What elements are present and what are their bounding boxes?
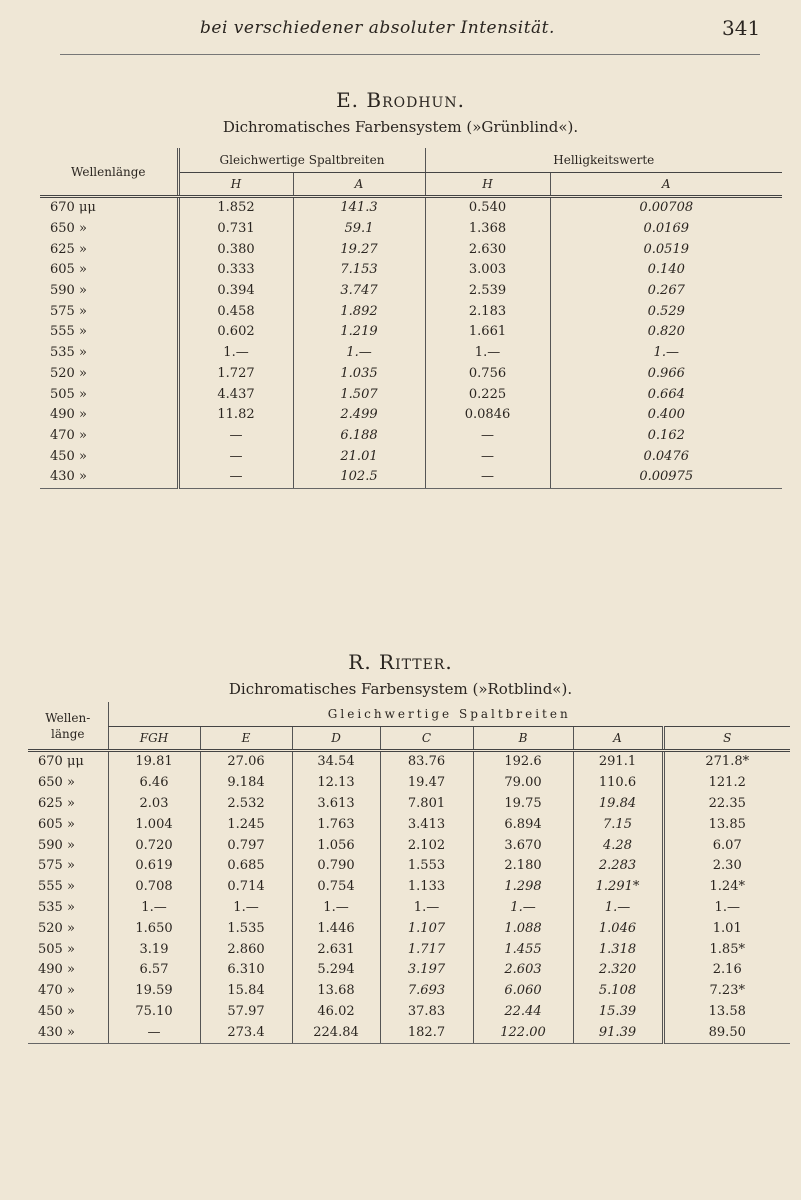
- table2-cell: 7.23*: [663, 981, 790, 1002]
- table2-cell: 6.46: [108, 773, 200, 794]
- col-a-hell: A: [550, 173, 782, 197]
- table2-cell: 121.2: [663, 773, 790, 794]
- table2-cell: 192.6: [473, 751, 573, 773]
- table2-cell: 1.—: [108, 898, 200, 919]
- table1-cell: 7.153: [293, 260, 425, 281]
- table2-subtitle: Dichromatisches Farbensystem (»Rotblind«).: [228, 680, 573, 698]
- table2-cell: 19.81: [108, 751, 200, 773]
- table1-row: [40, 364, 782, 385]
- table2-cell: 1.056: [292, 835, 380, 856]
- table2-cell: 6.57: [108, 960, 200, 981]
- table2-cell: 0.708: [108, 877, 200, 898]
- table2-cell: 0.685: [200, 856, 292, 877]
- table2-cell: 2.283: [573, 856, 663, 877]
- table1-cell: 1.368: [425, 219, 550, 240]
- table1-cell: 520 »: [50, 365, 87, 381]
- table2-cell: 575 »: [38, 858, 75, 874]
- table2-cell: 13.58: [663, 1002, 790, 1023]
- table1-cell: 0.458: [178, 301, 293, 322]
- table2-cell: 1.004: [108, 814, 200, 835]
- table1-cell: 0.756: [425, 364, 550, 385]
- table2-cell: 89.50: [663, 1022, 790, 1043]
- table2-cell: 1.—: [380, 898, 473, 919]
- table1-row: [40, 343, 782, 364]
- table1-cell: —: [178, 467, 293, 488]
- table2-cell: 224.84: [292, 1022, 380, 1043]
- table1-cell: 450 »: [50, 448, 87, 464]
- table2-cell: 2.30: [663, 856, 790, 877]
- table1-author: E. Brodhun.: [336, 88, 465, 112]
- table2-cell: 2.102: [380, 835, 473, 856]
- table1-cell: 1.—: [550, 343, 782, 364]
- table2-cell: 1.717: [380, 939, 473, 960]
- table2-cell: 1.—: [473, 898, 573, 919]
- table2-cell: 0.790: [292, 856, 380, 877]
- table2-cell: 34.54: [292, 751, 380, 773]
- table2-col-c: C: [380, 727, 473, 751]
- table2-row: [28, 981, 790, 1002]
- table1-cell: 430 »: [40, 467, 178, 488]
- table2-cell: 9.184: [200, 773, 292, 794]
- table1-cell: —: [425, 467, 550, 488]
- table2-cell: 3.613: [292, 794, 380, 815]
- table2-cell: 0.720: [108, 835, 200, 856]
- table1-cell: 0.0519: [550, 239, 782, 260]
- table1-cell: 535 »: [50, 345, 87, 361]
- table2-row: [28, 751, 790, 773]
- table2-cell: 3.670: [473, 835, 573, 856]
- table2-cell: 7.693: [380, 981, 473, 1002]
- table2-cell: 1.—: [200, 898, 292, 919]
- table2-cell: 1.01: [663, 918, 790, 939]
- table2-cell: 625 »: [38, 795, 75, 811]
- table1-cell: 490 »: [50, 407, 87, 423]
- table1-cell: 4.437: [178, 384, 293, 405]
- table2-cell: 15.39: [573, 1002, 663, 1023]
- table2-col-e: E: [200, 727, 292, 751]
- table2-cell: 83.76: [380, 751, 473, 773]
- table2-cell: 7.801: [380, 794, 473, 815]
- table2-cell: 22.44: [473, 1002, 573, 1023]
- group-spaltbreiten-2: Gleichwertige Spaltbreiten: [108, 702, 790, 727]
- col-h-spalt: H: [178, 173, 293, 197]
- table1-cell: 0.0169: [550, 219, 782, 240]
- table2-cell: 91.39: [573, 1022, 663, 1043]
- table2-cell: 2.16: [663, 960, 790, 981]
- table1-cell: 1.661: [425, 322, 550, 343]
- table2-cell: 5.294: [292, 960, 380, 981]
- table2-cell: 1.650: [108, 918, 200, 939]
- table1-cell: 470 »: [50, 427, 87, 443]
- table2-col-s: S: [663, 727, 790, 751]
- table2-row: [28, 814, 790, 835]
- table1-cell: —: [178, 446, 293, 467]
- table1-cell: 3.003: [425, 260, 550, 281]
- table2-cell: 2.603: [473, 960, 573, 981]
- col-wavelength: Wellenlänge: [40, 148, 178, 197]
- table1-cell: 0.00708: [550, 197, 782, 219]
- table1-cell: 1.852: [178, 197, 293, 219]
- group-helligkeit: Helligkeitswerte: [425, 148, 782, 173]
- table2-cell: 13.85: [663, 814, 790, 835]
- table2-row: [28, 877, 790, 898]
- table2-row: [28, 1002, 790, 1023]
- table2-cell: 505 »: [38, 941, 75, 957]
- table2-cell: 1.291*: [573, 877, 663, 898]
- table2-cell: 19.59: [108, 981, 200, 1002]
- table2-row: [28, 1022, 790, 1043]
- table1-cell: 2.499: [293, 405, 425, 426]
- table1-cell: 0.225: [425, 384, 550, 405]
- table2-cell: 1.763: [292, 814, 380, 835]
- table2-row: [28, 939, 790, 960]
- table1-cell: 0.0476: [550, 446, 782, 467]
- running-title: bei verschiedener absoluter Intensität.: [200, 18, 555, 38]
- table1-cell: 0.664: [550, 384, 782, 405]
- table2-cell: 2.532: [200, 794, 292, 815]
- table2-cell: 1.—: [573, 898, 663, 919]
- table1-row: [40, 467, 782, 488]
- table1-cell: 505 »: [50, 386, 87, 402]
- table1-cell: 0.162: [550, 426, 782, 447]
- table2-cell: —: [108, 1022, 200, 1043]
- table2-cell: 470 »: [38, 983, 75, 999]
- table1-cell: 0.540: [425, 197, 550, 219]
- table1-cell: 6.188: [293, 426, 425, 447]
- table2-cell: 430 »: [28, 1022, 108, 1043]
- col-wavelength-line1: Wellen-: [45, 710, 91, 725]
- table2-cell: 27.06: [200, 751, 292, 773]
- table1-row: [40, 219, 782, 240]
- page-header: [0, 14, 801, 54]
- table1-row: [40, 446, 782, 467]
- table1-cell: 1.727: [178, 364, 293, 385]
- table2-cell: 7.15: [573, 814, 663, 835]
- table1-cell: 590 »: [50, 283, 87, 299]
- table2-row: [28, 960, 790, 981]
- table1-row: [40, 384, 782, 405]
- table1-cell: 0.267: [550, 281, 782, 302]
- table1-cell: 575 »: [50, 303, 87, 319]
- table1-cell: 0.602: [178, 322, 293, 343]
- table2-author: R. Ritter.: [348, 650, 453, 674]
- table2-cell: 13.68: [292, 981, 380, 1002]
- table1-cell: 0.140: [550, 260, 782, 281]
- table2-cell: 555 »: [38, 879, 75, 895]
- table1-cell: 11.82: [178, 405, 293, 426]
- table1-cell: 2.539: [425, 281, 550, 302]
- table2-cell: 0.619: [108, 856, 200, 877]
- page-number: 341: [722, 16, 761, 40]
- table1-cell: 1.—: [178, 343, 293, 364]
- table2-cell: 1.—: [663, 898, 790, 919]
- table2-row: [28, 835, 790, 856]
- table2-cell: 3.197: [380, 960, 473, 981]
- table2-col-d: D: [292, 727, 380, 751]
- table2-cell: 1.24*: [663, 877, 790, 898]
- table2-cell: 1.133: [380, 877, 473, 898]
- table1-cell: 2.183: [425, 301, 550, 322]
- table1-cell: 102.5: [293, 467, 425, 488]
- table2-cell: 1.535: [200, 918, 292, 939]
- table1-cell: 0.0846: [425, 405, 550, 426]
- table1-row: [40, 301, 782, 322]
- table1-row: [40, 260, 782, 281]
- table2-cell: 1.318: [573, 939, 663, 960]
- table1-cell: 1.—: [425, 343, 550, 364]
- table2-cell: 19.47: [380, 773, 473, 794]
- table2-cell: 670 μμ: [38, 754, 84, 770]
- table1-cell: 0.380: [178, 239, 293, 260]
- table2-cell: 1.298: [473, 877, 573, 898]
- table1-row: [40, 322, 782, 343]
- table1-row: [40, 405, 782, 426]
- table2-cell: 1.046: [573, 918, 663, 939]
- table1-cell: 670 μμ: [50, 200, 96, 216]
- table2-cell: 6.310: [200, 960, 292, 981]
- table2-cell: 6.07: [663, 835, 790, 856]
- table1-cell: 1.507: [293, 384, 425, 405]
- table2-cell: 6.894: [473, 814, 573, 835]
- table2-cell: 490 »: [38, 962, 75, 978]
- table1-cell: 1.035: [293, 364, 425, 385]
- table1-cell: 0.731: [178, 219, 293, 240]
- table1-cell: 3.747: [293, 281, 425, 302]
- table1-cell: 1.—: [293, 343, 425, 364]
- table1-cell: 0.820: [550, 322, 782, 343]
- table2-cell: 1.85*: [663, 939, 790, 960]
- table2-cell: 57.97: [200, 1002, 292, 1023]
- table2-row: [28, 918, 790, 939]
- table1-cell: 650 »: [50, 221, 87, 237]
- table2-cell: 0.797: [200, 835, 292, 856]
- table2-cell: 5.108: [573, 981, 663, 1002]
- table2-row: [28, 856, 790, 877]
- table1-cell: 0.333: [178, 260, 293, 281]
- table2-col-a: A: [573, 727, 663, 751]
- table2-cell: 4.28: [573, 835, 663, 856]
- table1-cell: 2.630: [425, 239, 550, 260]
- table2-cell: 12.13: [292, 773, 380, 794]
- table2-col-fgh: FGH: [108, 727, 200, 751]
- col-wavelength-2: [28, 702, 108, 751]
- table2-cell: 3.19: [108, 939, 200, 960]
- table2-cell: 19.75: [473, 794, 573, 815]
- table2-row: [28, 773, 790, 794]
- table1-row: [40, 426, 782, 447]
- table2-cell: 2.180: [473, 856, 573, 877]
- table2-cell: 291.1: [573, 751, 663, 773]
- table2-cell: 19.84: [573, 794, 663, 815]
- table2-cell: 1.—: [292, 898, 380, 919]
- col-h-hell: H: [425, 173, 550, 197]
- table1-cell: 625 »: [50, 241, 87, 257]
- table1-cell: 0.966: [550, 364, 782, 385]
- table2-cell: 2.320: [573, 960, 663, 981]
- table2-cell: 79.00: [473, 773, 573, 794]
- table2-cell: 0.754: [292, 877, 380, 898]
- group-spaltbreiten: Gleichwertige Spaltbreiten: [178, 148, 425, 173]
- table1-cell: —: [425, 426, 550, 447]
- table2-cell: 1.245: [200, 814, 292, 835]
- table1-subtitle: Dichromatisches Farbensystem (»Grünblind«).: [222, 118, 579, 136]
- table2-cell: 273.4: [200, 1022, 292, 1043]
- table1-cell: 0.400: [550, 405, 782, 426]
- table1-cell: 1.892: [293, 301, 425, 322]
- table1-row: [40, 239, 782, 260]
- table1-row: [40, 281, 782, 302]
- table2-cell: 1.455: [473, 939, 573, 960]
- table1-cell: 19.27: [293, 239, 425, 260]
- table1-cell: 0.00975: [550, 467, 782, 488]
- table2-cell: 15.84: [200, 981, 292, 1002]
- table2-cell: 2.860: [200, 939, 292, 960]
- table1-cell: 0.529: [550, 301, 782, 322]
- table2-cell: 1.446: [292, 918, 380, 939]
- table2-cell: 110.6: [573, 773, 663, 794]
- table2-cell: 1.107: [380, 918, 473, 939]
- table2-cell: 0.714: [200, 877, 292, 898]
- table2-col-b: B: [473, 727, 573, 751]
- table-ritter: [28, 702, 790, 1044]
- table1-cell: —: [178, 426, 293, 447]
- table2-cell: 2.03: [108, 794, 200, 815]
- col-wavelength-line2: länge: [50, 726, 85, 741]
- table2-cell: 590 »: [38, 837, 75, 853]
- table2-cell: 271.8*: [663, 751, 790, 773]
- table2-cell: 122.00: [473, 1022, 573, 1043]
- table2-cell: 182.7: [380, 1022, 473, 1043]
- table2-cell: 22.35: [663, 794, 790, 815]
- table-brodhun: [40, 148, 782, 489]
- col-a-spalt: A: [293, 173, 425, 197]
- table2-cell: 650 »: [38, 775, 75, 791]
- table2-row: [28, 898, 790, 919]
- table1-cell: 605 »: [50, 262, 87, 278]
- table1-cell: 21.01: [293, 446, 425, 467]
- table2-cell: 535 »: [38, 899, 75, 915]
- table2-cell: 605 »: [38, 816, 75, 832]
- table2-cell: 450 »: [38, 1003, 75, 1019]
- table1-cell: 59.1: [293, 219, 425, 240]
- table2-cell: 6.060: [473, 981, 573, 1002]
- table2-cell: 46.02: [292, 1002, 380, 1023]
- table1-row: [40, 197, 782, 219]
- table1-cell: 555 »: [50, 324, 87, 340]
- table2-cell: 3.413: [380, 814, 473, 835]
- table2-cell: 1.088: [473, 918, 573, 939]
- table2-cell: 1.553: [380, 856, 473, 877]
- table2-cell: 2.631: [292, 939, 380, 960]
- table2-cell: 37.83: [380, 1002, 473, 1023]
- table2-cell: 520 »: [38, 920, 75, 936]
- table1-cell: 1.219: [293, 322, 425, 343]
- table2-row: [28, 794, 790, 815]
- table1-cell: 141.3: [293, 197, 425, 219]
- header-rule: [60, 54, 760, 55]
- table2-cell: 75.10: [108, 1002, 200, 1023]
- table1-cell: 0.394: [178, 281, 293, 302]
- table1-cell: —: [425, 446, 550, 467]
